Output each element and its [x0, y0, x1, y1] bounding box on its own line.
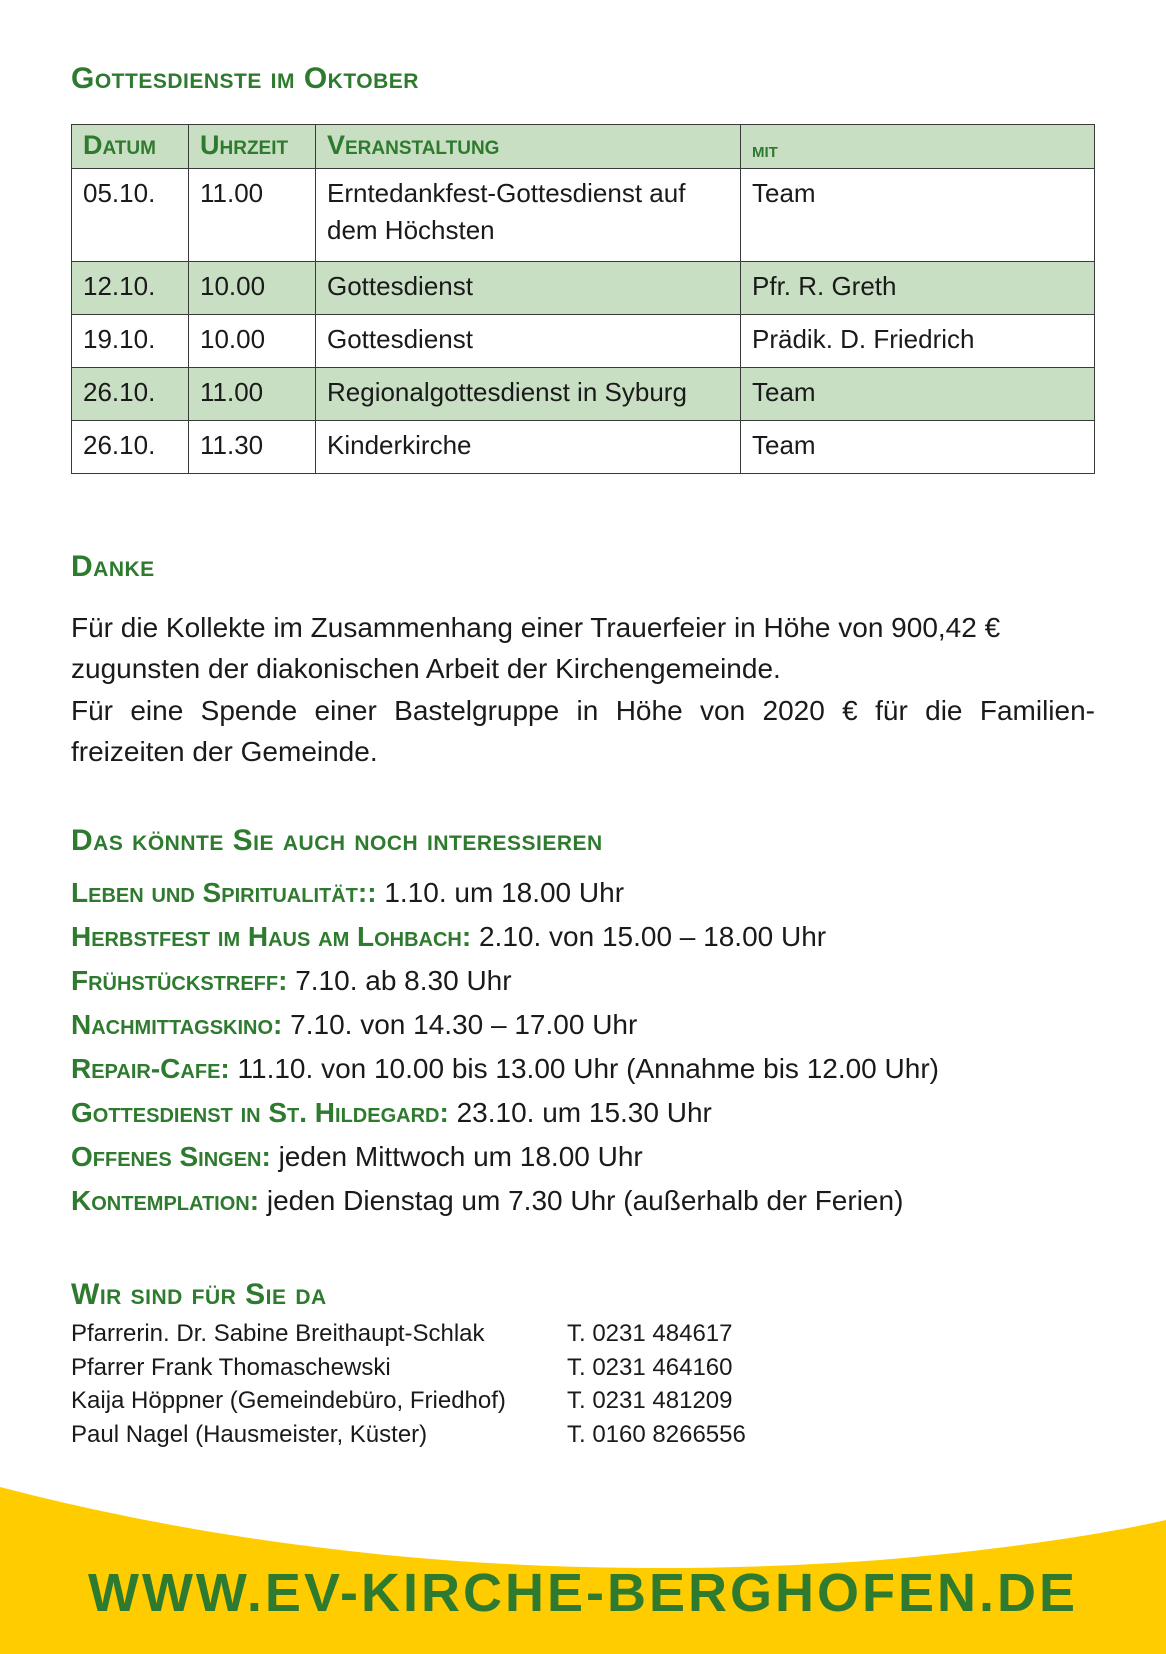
cell-uhrzeit: 10.00	[189, 315, 316, 368]
event-list	[71, 871, 939, 1223]
event-item	[71, 1135, 939, 1179]
event-item	[71, 915, 939, 959]
event-item	[71, 1091, 939, 1135]
contact-name: Pfarrerin. Dr. Sabine Breithaupt-Schlak	[71, 1320, 485, 1347]
table-row	[72, 421, 1095, 474]
contact-row	[71, 1351, 746, 1385]
contacts-heading: Wir sind für Sie da	[71, 1278, 327, 1311]
event-label: Offenes Singen:	[71, 1141, 271, 1172]
event-text: 11.10. von 10.00 bis 13.00 Uhr (Annahme bis 12.00 Uhr)	[229, 1053, 939, 1084]
cell-veranstaltung: Kinderkirche	[316, 421, 741, 474]
contact-row	[71, 1418, 746, 1452]
contact-phone: T. 0160 8266556	[567, 1420, 746, 1448]
table-row	[72, 368, 1095, 421]
contact-name: Kaija Höppner (Gemeindebüro, Friedhof)	[71, 1387, 506, 1414]
website-url[interactable]: WWW.EV-KIRCHE-BERGHOFEN.DE	[88, 1563, 1078, 1623]
event-text: 23.10. um 15.30 Uhr	[448, 1097, 712, 1128]
event-text: 1.10. um 18.00 Uhr	[376, 877, 625, 908]
cell-uhrzeit: 11.30	[189, 421, 316, 474]
contact-name: Pfarrer Frank Thomaschewski	[71, 1353, 391, 1381]
event-label: Repair-Cafe:	[71, 1053, 230, 1084]
event-text: 7.10. von 14.30 – 17.00 Uhr	[282, 1009, 638, 1040]
contact-row	[71, 1317, 746, 1351]
cell-veranstaltung: Gottesdienst	[316, 315, 741, 368]
cell-mit: Team	[741, 169, 1095, 262]
event-item	[71, 1047, 939, 1091]
event-text: 2.10. von 15.00 – 18.00 Uhr	[471, 921, 827, 952]
contact-row	[71, 1384, 746, 1418]
event-label: Kontemplation:	[71, 1185, 260, 1216]
event-item	[71, 871, 939, 915]
table-row	[72, 262, 1095, 315]
col-uhrzeit: Uhrzeit	[189, 125, 316, 169]
event-item	[71, 1179, 939, 1223]
interest-heading: Das könnte Sie auch noch interessieren	[71, 824, 603, 857]
services-table	[71, 124, 1095, 474]
contact-name: Paul Nagel (Hausmeister, Küster)	[71, 1420, 428, 1448]
cell-mit: Pfr. R. Greth	[741, 262, 1095, 315]
event-item	[71, 959, 939, 1003]
contact-phone: T. 0231 484617	[567, 1320, 733, 1347]
event-text: 7.10. ab 8.30 Uhr	[287, 965, 512, 996]
cell-uhrzeit: 11.00	[189, 368, 316, 421]
danke-paragraph-1: Für die Kollekte im Zusammenhang einer Trauerfeier in Höhe von 900,42 € zugunsten der diakonischen Arbeit der Kirchengemeinde.	[71, 612, 1001, 684]
col-datum: Datum	[72, 125, 189, 169]
cell-datum: 19.10.	[72, 315, 189, 368]
cell-uhrzeit: 10.00	[189, 262, 316, 315]
services-heading: Gottesdienste im Oktober	[71, 62, 419, 95]
cell-mit: Team	[741, 368, 1095, 421]
contact-phone: T. 0231 464160	[567, 1353, 733, 1381]
cell-datum: 12.10.	[72, 262, 189, 315]
col-mit: mit	[741, 125, 1095, 169]
cell-datum: 26.10.	[72, 421, 189, 474]
event-label: Frühstückstreff:	[71, 965, 288, 996]
event-label: Gottesdienst in St. Hildegard:	[71, 1097, 449, 1128]
cell-veranstaltung: Gottesdienst	[316, 262, 741, 315]
cell-veranstaltung: Regionalgottesdienst in Syburg	[316, 368, 741, 421]
event-label: Herbstfest im Haus am Lohbach:	[71, 921, 472, 952]
contact-phone: T. 0231 481209	[567, 1387, 733, 1414]
table-row	[72, 315, 1095, 368]
cell-datum: 26.10.	[72, 368, 189, 421]
cell-datum: 05.10.	[72, 169, 189, 262]
event-item	[71, 1003, 939, 1047]
cell-mit: Prädik. D. Friedrich	[741, 315, 1095, 368]
danke-paragraph-2-line-2: freizeiten der Gemeinde.	[71, 736, 378, 767]
event-text: jeden Dienstag um 7.30 Uhr (außerhalb der Ferien)	[259, 1185, 904, 1216]
contact-list	[71, 1317, 746, 1451]
col-veranstaltung: Veranstaltung	[316, 125, 741, 169]
cell-uhrzeit: 11.00	[189, 169, 316, 262]
table-row	[72, 169, 1095, 262]
event-text: jeden Mittwoch um 18.00 Uhr	[270, 1141, 643, 1172]
table-header-row	[72, 125, 1095, 169]
danke-heading: Danke	[71, 550, 155, 583]
event-label: Leben und Spiritualität::	[71, 877, 377, 908]
cell-veranstaltung: Erntedankfest-Gottesdienst auf dem Höchsten	[316, 169, 741, 262]
danke-paragraph-2-line-1: Für eine Spende einer Bastelgruppe in Höhe von 2020 € für die Familien-	[71, 695, 1095, 726]
event-label: Nachmittagskino:	[71, 1009, 283, 1040]
cell-mit: Team	[741, 421, 1095, 474]
